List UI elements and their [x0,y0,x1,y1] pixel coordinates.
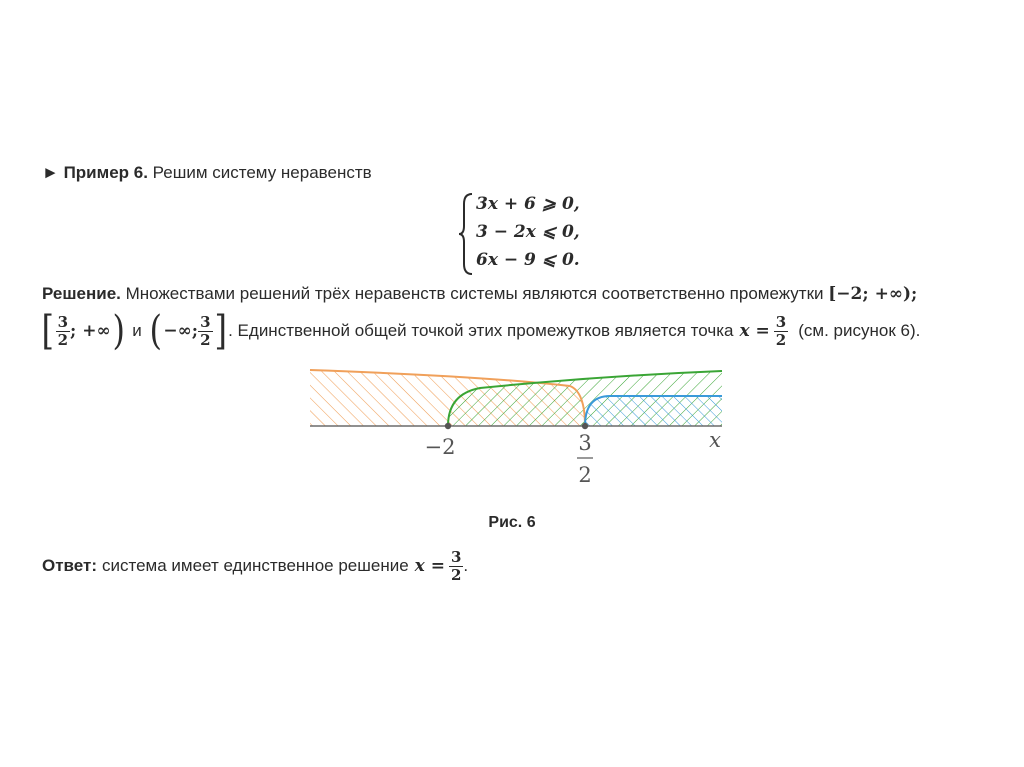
solution-text-1: Множествами решений трёх неравенств системы являются соответственно промежутки [125,284,824,303]
point-minus-two [445,423,451,429]
system-line-1: 3x + 6 ⩾ 0, [476,194,580,214]
bracket-close: ] [214,308,227,354]
tick-label-right-den: 2 [578,463,592,487]
system-brace [458,192,476,276]
answer-end: . [463,556,469,575]
point-three-halves [582,423,588,429]
interval-2-fraction: $\frac{3}{2}$ [57,312,69,349]
answer-var: x = [414,556,445,576]
paren-close: ) [112,308,125,354]
solution-line-1 [42,284,917,304]
tick-label-left: −2 [424,435,456,459]
solution-text-2: . Единственной общей точкой этих промежутков является точка [228,321,734,340]
number-line-figure [300,362,730,492]
tick-label-right-num: 3 [578,431,592,455]
example-heading [42,163,372,183]
interval-2-rest: ; +∞ [70,321,111,341]
figure-reference: (см. рисунок 6). [798,321,921,340]
axis-variable: x [709,428,721,452]
interval-1: [−2; +∞); [828,284,918,304]
solution-line-2 [40,306,920,356]
example-label: Пример 6. [63,163,148,182]
answer-fraction: $\frac{3}{2}$ [450,547,462,584]
bracket-open: [ [41,308,55,354]
example-marker: ► [42,163,59,182]
answer-line [42,544,468,588]
interval-3-start: −∞; [163,321,199,341]
answer-text: система имеет единственное решение [102,556,409,575]
inequality-system [458,190,598,280]
point-var: x = [739,321,770,341]
system-line-2: 3 − 2x ⩽ 0, [476,222,580,242]
point-fraction: $\frac{3}{2}$ [775,312,787,349]
conjunction: и [132,321,142,340]
figure-caption: Рис. 6 [488,514,536,531]
answer-label: Ответ: [42,556,97,575]
example-text: Решим систему неравенств [152,163,372,182]
system-line-3: 6x − 9 ⩽ 0. [476,250,580,270]
interval-3-fraction: $\frac{3}{2}$ [200,312,211,349]
solution-label: Решение. [42,284,121,303]
paren-open: ( [149,308,162,354]
